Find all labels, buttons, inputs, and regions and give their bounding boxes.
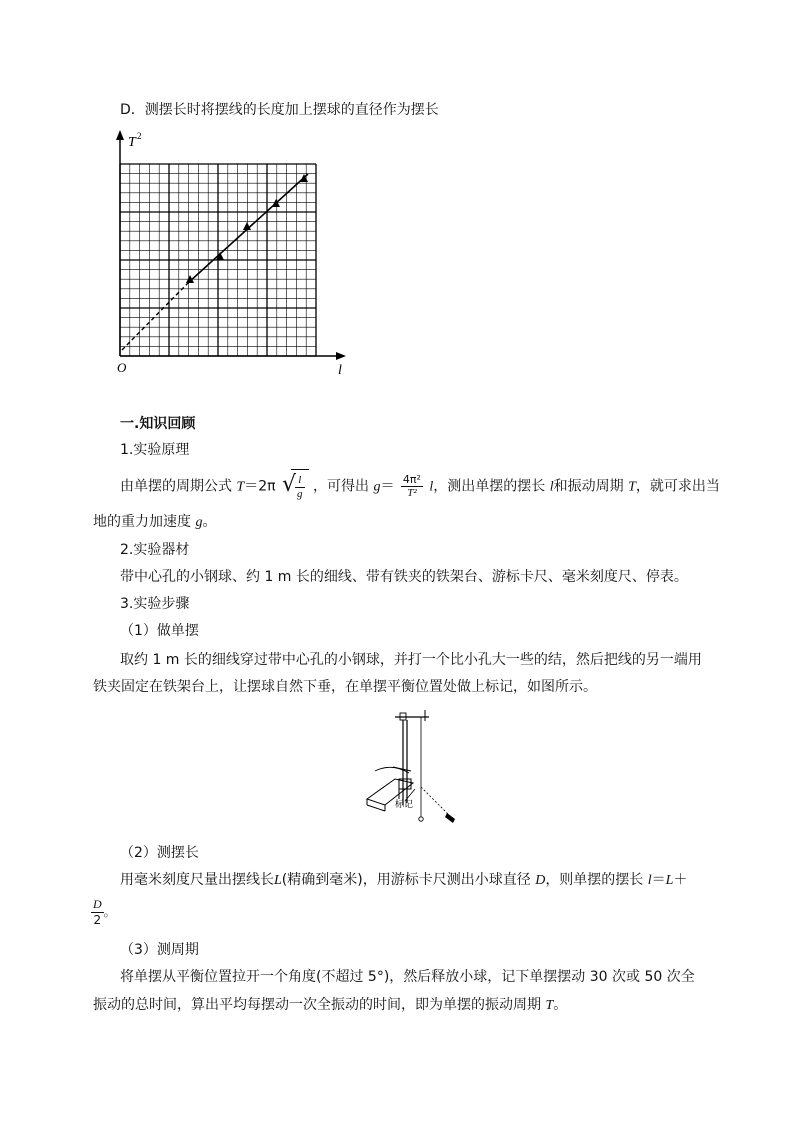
item1-line2: 地的重力加速度 g。	[93, 514, 217, 530]
step2-title: （2）测摆长	[120, 845, 199, 861]
section-title: 一.知识回顾	[120, 416, 196, 432]
item2-heading: 2.实验器材	[120, 542, 190, 558]
step3-line2: 振动的总时间，算出平均每摆动一次全振动的时间，即为单摆的振动周期 T。	[93, 997, 568, 1013]
pendulum-figure	[365, 707, 465, 832]
pen-icon	[445, 813, 455, 823]
origin-label: O	[117, 360, 127, 375]
option-d-text: D．测摆长时将摆线的长度加上摆球的直径作为摆长	[120, 102, 439, 118]
step2-line1: 用毫米刻度尺量出摆线长L(精确到毫米)，用游标卡尺测出小球直径 D，则单摆的摆长 l＝L＋	[120, 872, 688, 888]
step3-title: （3）测周期	[120, 942, 199, 958]
figure-label: 标记	[395, 799, 414, 809]
item1-heading: 1.实验原理	[120, 442, 190, 458]
item1-formula-line: 由单摆的周期公式 T＝2π √ $\frac{l}{g}$ ，可得出 g＝ $\frac{\text{4π²}}{\text{T²}}$ l，测出单摆的摆长 l和振动周期 T，就可求出当	[120, 469, 720, 503]
item2-text: 带中心孔的小钢球、约 1 m 长的细线、带有铁夹的铁架台、游标卡尺、毫米刻度尺、停表。	[120, 569, 688, 585]
y-axis-sup: 2	[137, 131, 142, 141]
dashed-extrapolation	[122, 283, 188, 350]
sqrt-expression: √ $\frac{l}{g}$	[282, 469, 309, 504]
step1-title: （1）做单摆	[120, 623, 199, 639]
step2-fraction: $\frac{D}{2}$ 。	[93, 897, 116, 927]
y-axis-arrow	[116, 130, 124, 140]
t2-l-graph	[108, 128, 368, 378]
pendulum-bob	[419, 817, 423, 821]
step1-line2: 铁夹固定在铁架台上，让摆球自然下垂，在单摆平衡位置处做上标记，如图所示。	[93, 679, 597, 695]
y-axis-label: T	[128, 135, 136, 150]
step1-line1: 取约 1 m 长的细线穿过带中心孔的小钢球，并打一个比小孔大一些的结，然后把线的另一端用	[120, 652, 702, 668]
step3-line1: 将单摆从平衡位置拉开一个角度(不超过 5°)，然后释放小球，记下单摆摆动 30 次或 50 次全	[120, 969, 695, 985]
x-axis-arrow	[336, 352, 346, 360]
g-fraction: $\frac{\text{4π²}}{\text{T²}}$	[402, 473, 421, 499]
item3-heading: 3.实验步骤	[120, 596, 190, 612]
x-axis-label: l	[338, 363, 342, 378]
